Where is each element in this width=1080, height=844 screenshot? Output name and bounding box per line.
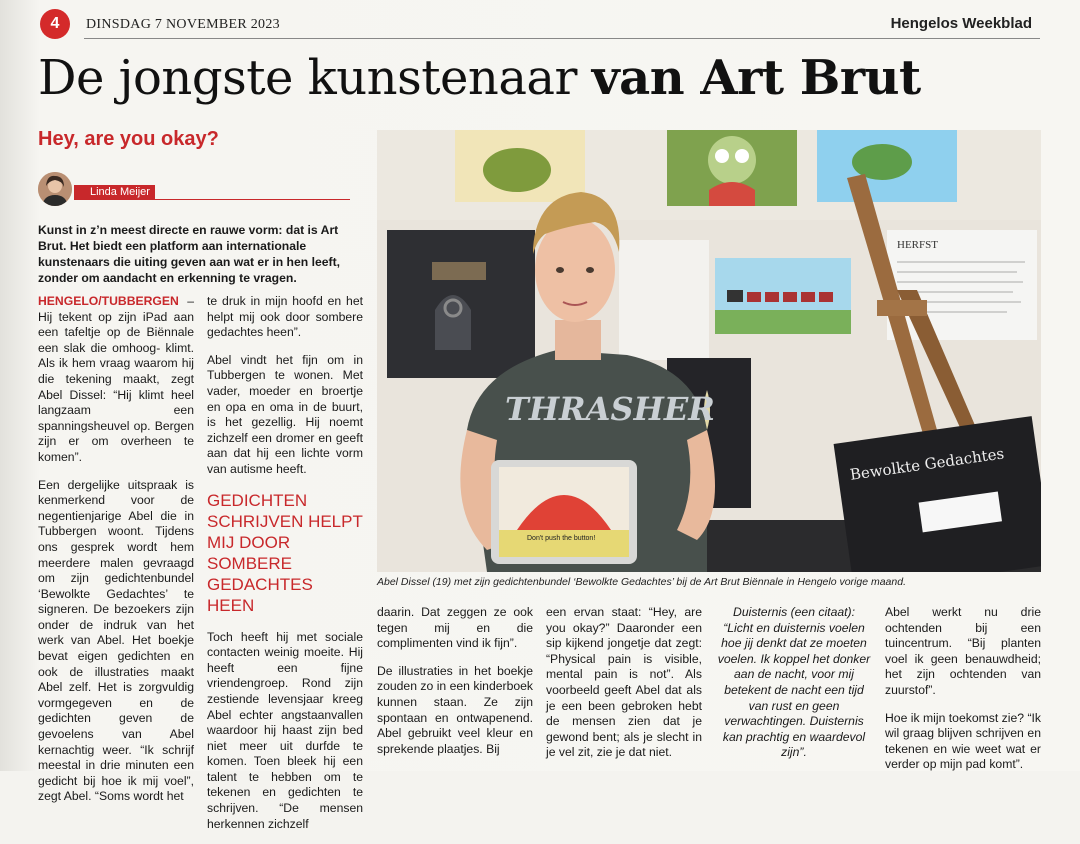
paragraph: Hoe ik mijn toekomst zie? “Ik wil graag blijven schrijven en tekenen en wie weet wat er verder op mijn pad komt”. <box>885 710 1041 772</box>
headline-bold: van Art Brut <box>591 50 921 106</box>
paragraph: Abel vindt het fijn om in Tubbergen te wonen. Met vader, moeder en broertje en opa en oma in de buurt, is het gezellig. Hij noemt zichzelf een dromer en geeft aan dat hij een lichte vorm van autisme heeft. <box>207 352 363 476</box>
ipad-text: Don't push the button! <box>527 535 596 542</box>
author-rule <box>74 199 350 200</box>
text-column-4 <box>546 605 702 773</box>
poem-title: Duisternis (een citaat): <box>733 605 855 619</box>
shirt-text: THRASHER <box>505 390 715 428</box>
paragraph-text: – Hij tekent op zijn iPad aan een tafeltje op de Biënnale een slak die omhoog- klimt. Als ik hem vraag waarom hij die tekening maakt, zegt Abel Dissel: “Hij klimt heel langzaam een spanningsheuvel op. Bergen zijn er om overheen te komen”. <box>38 294 194 464</box>
text-column-2 <box>207 294 363 844</box>
author-avatar <box>38 172 72 206</box>
paragraph: een ervan staat: “Hey, are you okay?” Daaronder een sip kijkend jongetje dat zegt: “Physical pain is visible, mental pain is not”. Als voorbeeld geeft Abel dat als je een been gebroken hebt de mensen zien dat je gewond bent; als je slecht in je vel zit, zie je dat niet. <box>546 605 702 760</box>
paragraph: daarin. Dat zeggen ze ook tegen mij en die complimenten vind ik fijn”. <box>377 605 533 651</box>
headline <box>38 50 921 106</box>
book-title: Bewolkte Gedachtes <box>848 444 1006 484</box>
newspaper-name: Hengelos Weekblad <box>890 15 1032 32</box>
text-column-3 <box>377 605 533 769</box>
paragraph <box>38 294 194 466</box>
paragraph: Toch heeft hij met sociale contacten weinig moeite. Hij heeft een fijne vriendengroep. Rond zijn zestiende levensjaar kreeg Abel echter angstaanvallen waardoor hij haast zijn bed niet meer uit durfde te komen. Toen bleek hij een talent te hebben om te tekenen en gedichten te schrijven. “De mensen herkennen zichzelf <box>207 629 363 831</box>
paragraph: Abel werkt nu drie ochtenden bij een tuincentrum. “Bij planten voel ik geen benauwdheid; het zijn ochtenden van zuurstof”. <box>885 605 1041 697</box>
issue-date: DINSDAG 7 NOVEMBER 2023 <box>86 17 280 32</box>
author-name: Linda Meijer <box>74 185 155 199</box>
paragraph: Een dergelijke uitspraak is kenmerkend voor de negentienjarige Abel die in Tubbergen woont. Tijdens ons gesprek wordt hem meerdere malen gevraagd om zijn gedichtenbundel ‘Bewolkte Gedachtes’ te signeren. De bezoekers zijn onder de indruk van het werk van Abel. Het boekje bevat eigen gedichten en ook de illustraties maakt Abel zelf. Het is zorgvuldig vormgegeven en de gedichten geven de gevoelens van Abel kernachtig weer. “Ik schrijf meestal in drie minuten een gedicht bij hoe ik mij voel”, zegt Abel. “Soms wordt het <box>38 477 194 804</box>
pull-quote: GEDICHTEN SCHRIJVEN HELPT MIJ DOOR SOMBERE GEDACHTES HEEN <box>207 490 363 615</box>
subheadline: Hey, are you okay? <box>38 128 219 150</box>
page-number: 4 <box>40 9 70 39</box>
poster-title: HERFST <box>897 239 938 251</box>
header-rule <box>84 38 1040 39</box>
photo-caption: Abel Dissel (19) met zijn gedichtenbundel ‘Bewolkte Gedachtes’ bij de Art Brut Biënnale in Hengelo vorige maand. <box>377 576 906 588</box>
poem-text: “Licht en duisternis voelen hoe jij denkt dat ze moeten voelen. Ik koppel het donker aan de nacht, voor mij betekent de nacht een tijd van rust en geen verwachtingen. Duisternis kan prachtig en waardevol zijn”. <box>717 620 871 760</box>
paragraph: te druk in mijn hoofd en het helpt mij ook door sombere gedachtes heen”. <box>207 294 363 340</box>
dateline: HENGELO/TUBBERGEN <box>38 294 179 308</box>
paragraph: De illustraties in het boekje zouden zo in een kinderboek kunnen staan. Ze zijn spontaan en ontwapenend. Abel gebruikt veel kleur en sprekende plaatjes. Bij <box>377 663 533 756</box>
headline-light: De jongste kunstenaar <box>38 50 592 106</box>
article-photo <box>377 130 1041 572</box>
text-column-5 <box>716 605 872 773</box>
text-column-1 <box>38 294 194 817</box>
article-intro: Kunst in z’n meest directe en rauwe vorm: dat is Art Brut. Het biedt een platform aan internationale kunstenaars die uiting geven aan wat er in hen leeft, zonder om aandacht en erkenning te vragen. <box>38 223 341 285</box>
text-column-6 <box>885 605 1041 785</box>
